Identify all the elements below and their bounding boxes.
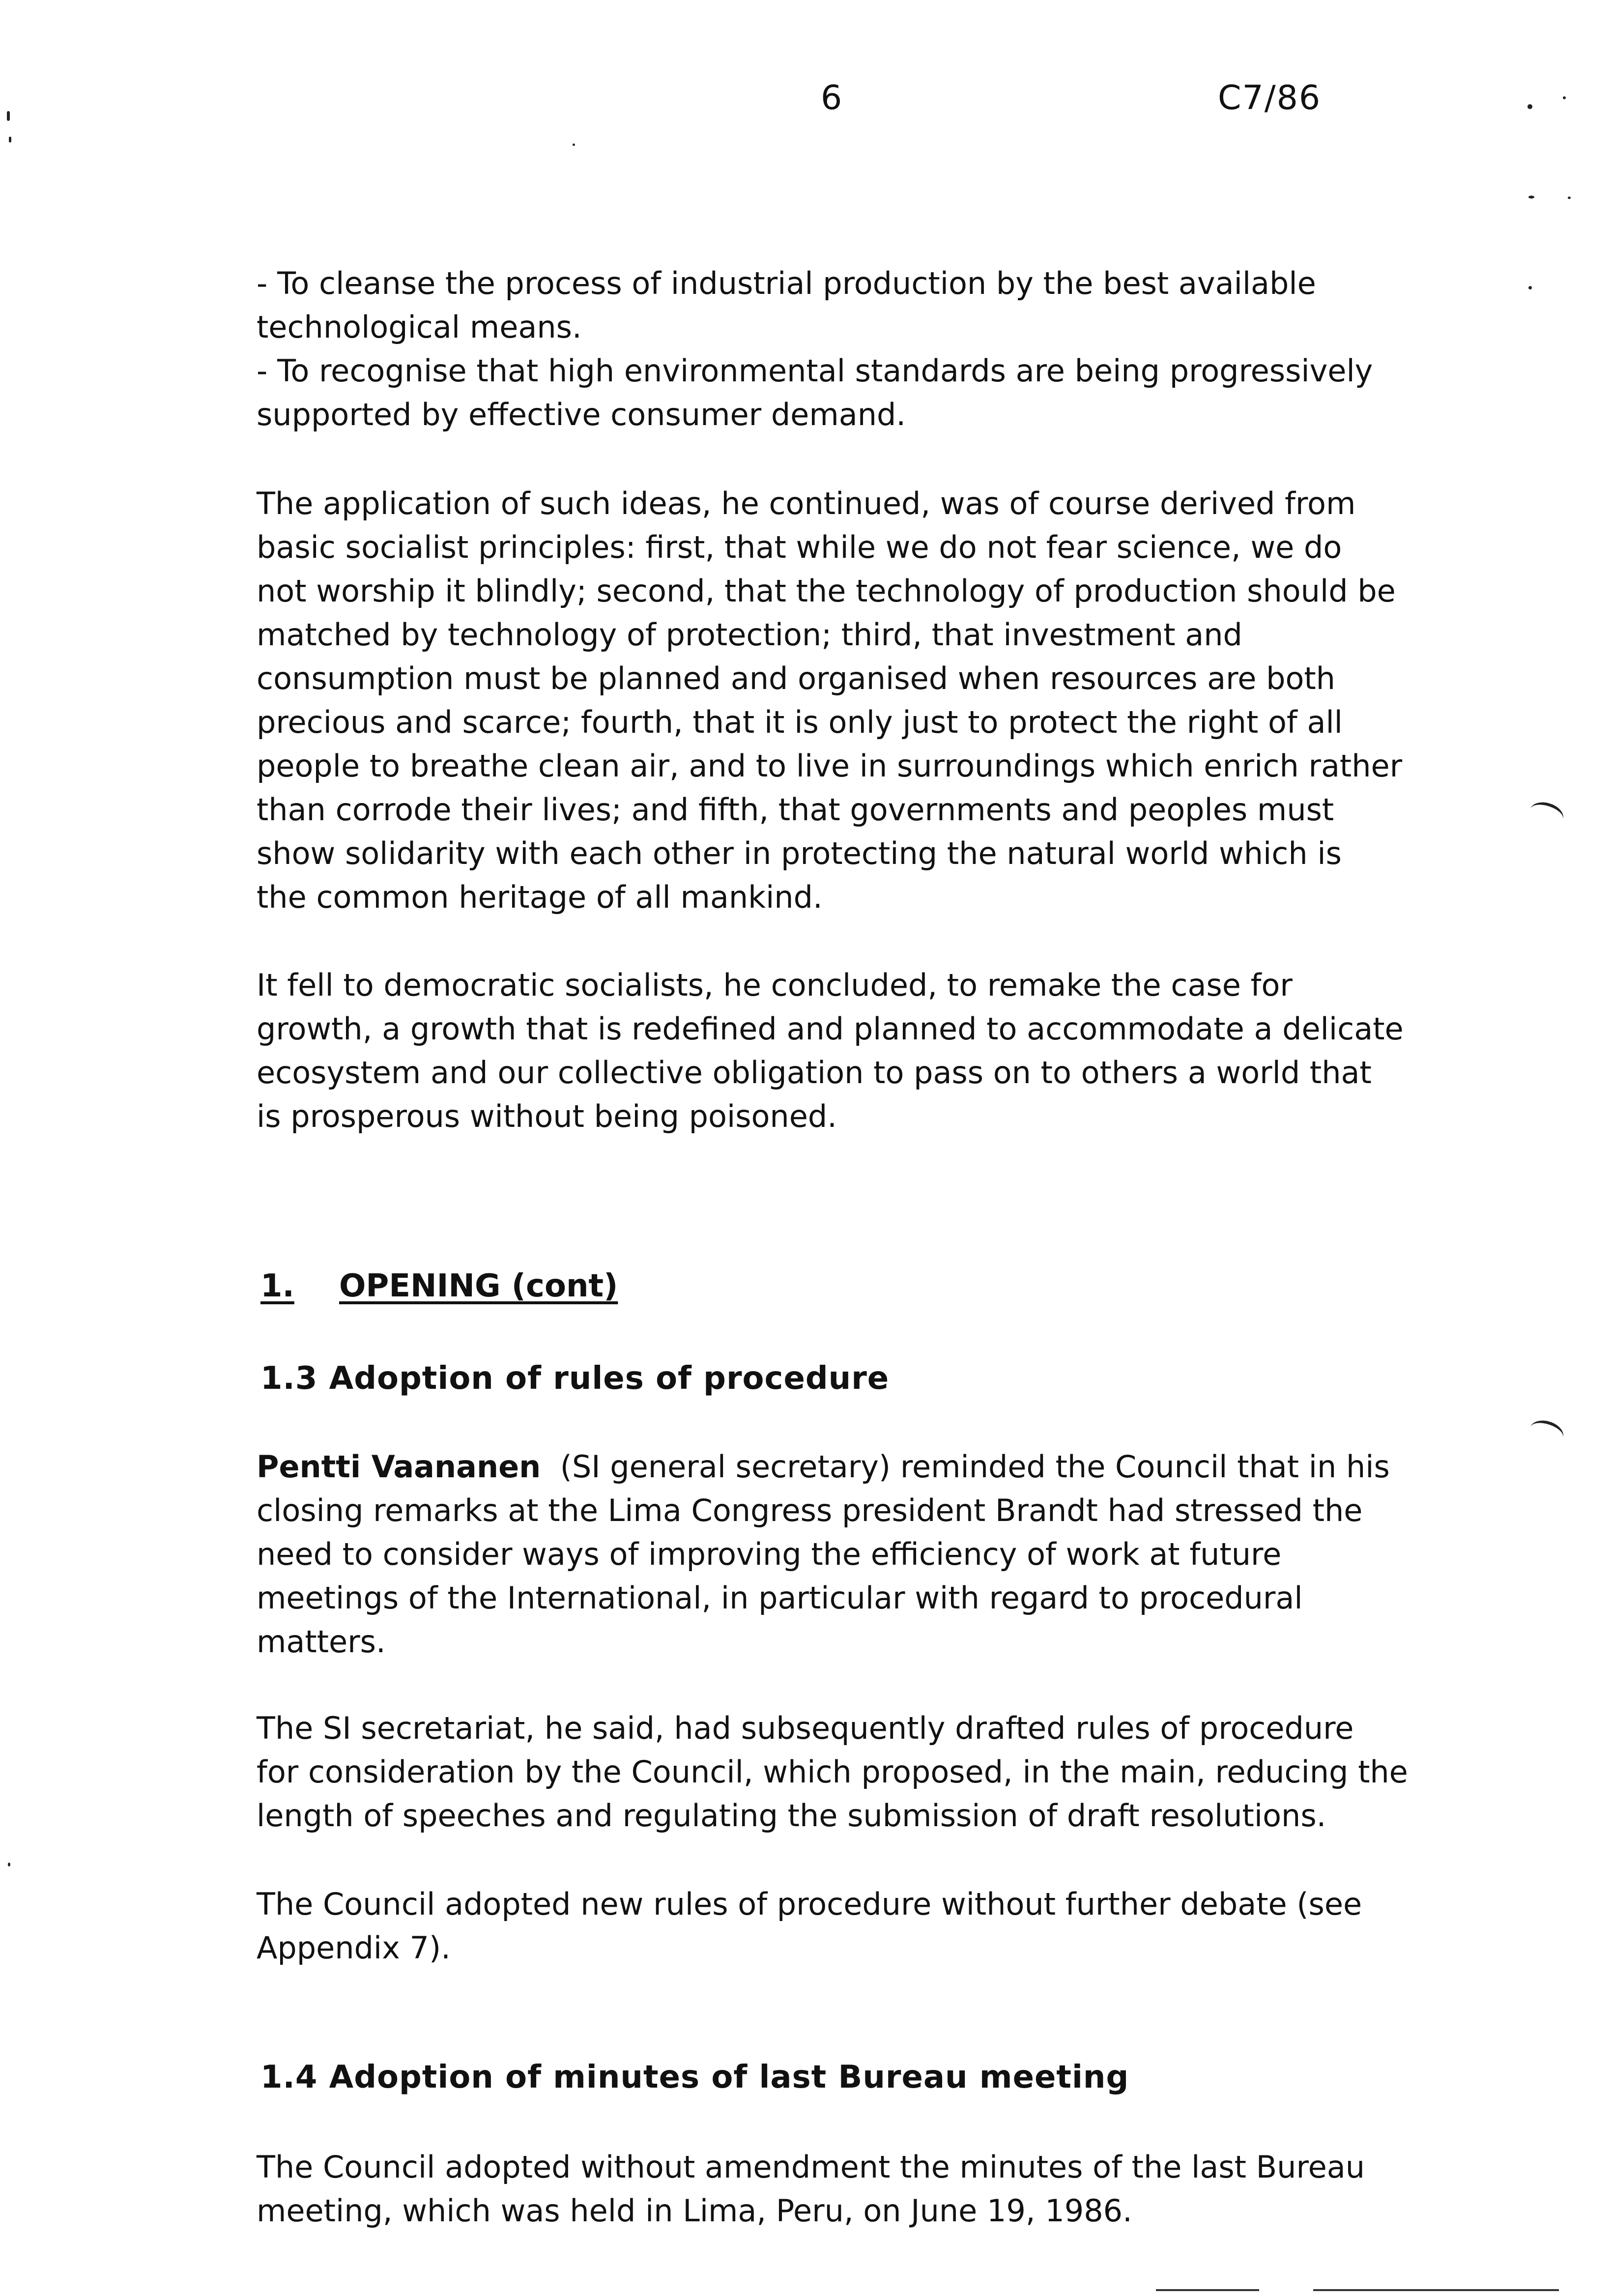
text-line: The SI secretariat, he said, had subsequently drafted rules of procedure bbox=[257, 1710, 1354, 1746]
scan-speck bbox=[1563, 96, 1566, 99]
scan-speck bbox=[8, 1863, 10, 1866]
text-line: technological means. bbox=[257, 309, 582, 345]
text-line: precious and scarce; fourth, that it is only just to protect the right of all bbox=[257, 704, 1343, 740]
text-fragment: (SI general secretary) reminded the Council that in his bbox=[560, 1449, 1390, 1485]
page-number: 6 bbox=[821, 79, 843, 117]
text-line: The application of such ideas, he continued, was of course derived from bbox=[257, 486, 1356, 521]
text-line: - To cleanse the process of industrial production by the best available bbox=[257, 265, 1316, 301]
text-line: need to consider ways of improving the efficiency of work at future bbox=[257, 1536, 1282, 1572]
paragraph-conclusion bbox=[257, 963, 1446, 1138]
paragraph-principles bbox=[257, 482, 1446, 919]
speaker-name: Pentti Vaananen bbox=[257, 1449, 541, 1485]
scan-line bbox=[1156, 2289, 1259, 2291]
text-line: ecosystem and our collective obligation to pass on to others a world that bbox=[257, 1055, 1372, 1091]
scan-speck bbox=[1527, 104, 1532, 109]
intro-items bbox=[257, 261, 1446, 436]
subsection-heading-1-3: 1.3 Adoption of rules of procedure bbox=[260, 1360, 890, 1397]
text-line: people to breathe clean air, and to live in surroundings which enrich rather bbox=[257, 748, 1403, 784]
text-line: - To recognise that high environmental standards are being progressively bbox=[257, 353, 1373, 389]
paragraph-adoption bbox=[257, 1882, 1446, 1970]
section-heading bbox=[260, 1268, 618, 1304]
text-line: matters. bbox=[257, 1624, 386, 1660]
text-line: matched by technology of protection; third, that investment and bbox=[257, 617, 1242, 653]
text-line: basic socialist principles: first, that while we do not fear science, we do bbox=[257, 529, 1342, 565]
text-line: show solidarity with each other in protecting the natural world which is bbox=[257, 835, 1342, 871]
text-line: is prosperous without being poisoned. bbox=[257, 1098, 837, 1134]
text-line: It fell to democratic socialists, he concluded, to remake the case for bbox=[257, 967, 1293, 1003]
scan-mark bbox=[1527, 798, 1567, 830]
document-reference: C7/86 bbox=[1218, 79, 1322, 117]
text-line: not worship it blindly; second, that the technology of production should be bbox=[257, 573, 1396, 609]
paragraph-vaananen bbox=[257, 1445, 1446, 1664]
text-line: meeting, which was held in Lima, Peru, on June 19, 1986. bbox=[257, 2193, 1132, 2229]
text-line: closing remarks at the Lima Congress president Brandt had stressed the bbox=[257, 1492, 1363, 1528]
text-line: growth, a growth that is redefined and planned to accommodate a delicate bbox=[257, 1011, 1404, 1047]
scan-mark bbox=[1527, 1416, 1567, 1448]
scan-speck bbox=[1528, 286, 1532, 289]
scan-speck bbox=[9, 137, 11, 143]
text-line: meetings of the International, in particular with regard to procedural bbox=[257, 1580, 1303, 1616]
text-line bbox=[257, 1445, 1446, 1489]
text-line: length of speeches and regulating the submission of draft resolutions. bbox=[257, 1798, 1326, 1834]
paragraph-minutes bbox=[257, 2145, 1446, 2233]
text-line: The Council adopted new rules of procedure without further debate (see bbox=[257, 1886, 1362, 1922]
text-line: the common heritage of all mankind. bbox=[257, 879, 823, 915]
section-title: OPENING (cont) bbox=[339, 1268, 618, 1304]
scan-speck bbox=[1568, 197, 1571, 199]
subsection-heading-1-4: 1.4 Adoption of minutes of last Bureau meeting bbox=[260, 2059, 1129, 2095]
text-line: for consideration by the Council, which proposed, in the main, reducing the bbox=[257, 1754, 1408, 1790]
scan-line bbox=[1313, 2289, 1559, 2291]
text-line: consumption must be planned and organised when resources are both bbox=[257, 660, 1335, 696]
text-line: than corrode their lives; and fifth, that governments and peoples must bbox=[257, 792, 1334, 828]
paragraph-secretariat bbox=[257, 1706, 1446, 1837]
text-line: The Council adopted without amendment the minutes of the last Bureau bbox=[257, 2149, 1365, 2185]
scan-speck bbox=[7, 111, 10, 121]
text-line: supported by effective consumer demand. bbox=[257, 397, 906, 432]
scan-speck bbox=[1528, 196, 1534, 199]
section-number: 1. bbox=[260, 1268, 294, 1304]
scan-speck bbox=[573, 144, 575, 146]
text-line: Appendix 7). bbox=[257, 1930, 451, 1966]
